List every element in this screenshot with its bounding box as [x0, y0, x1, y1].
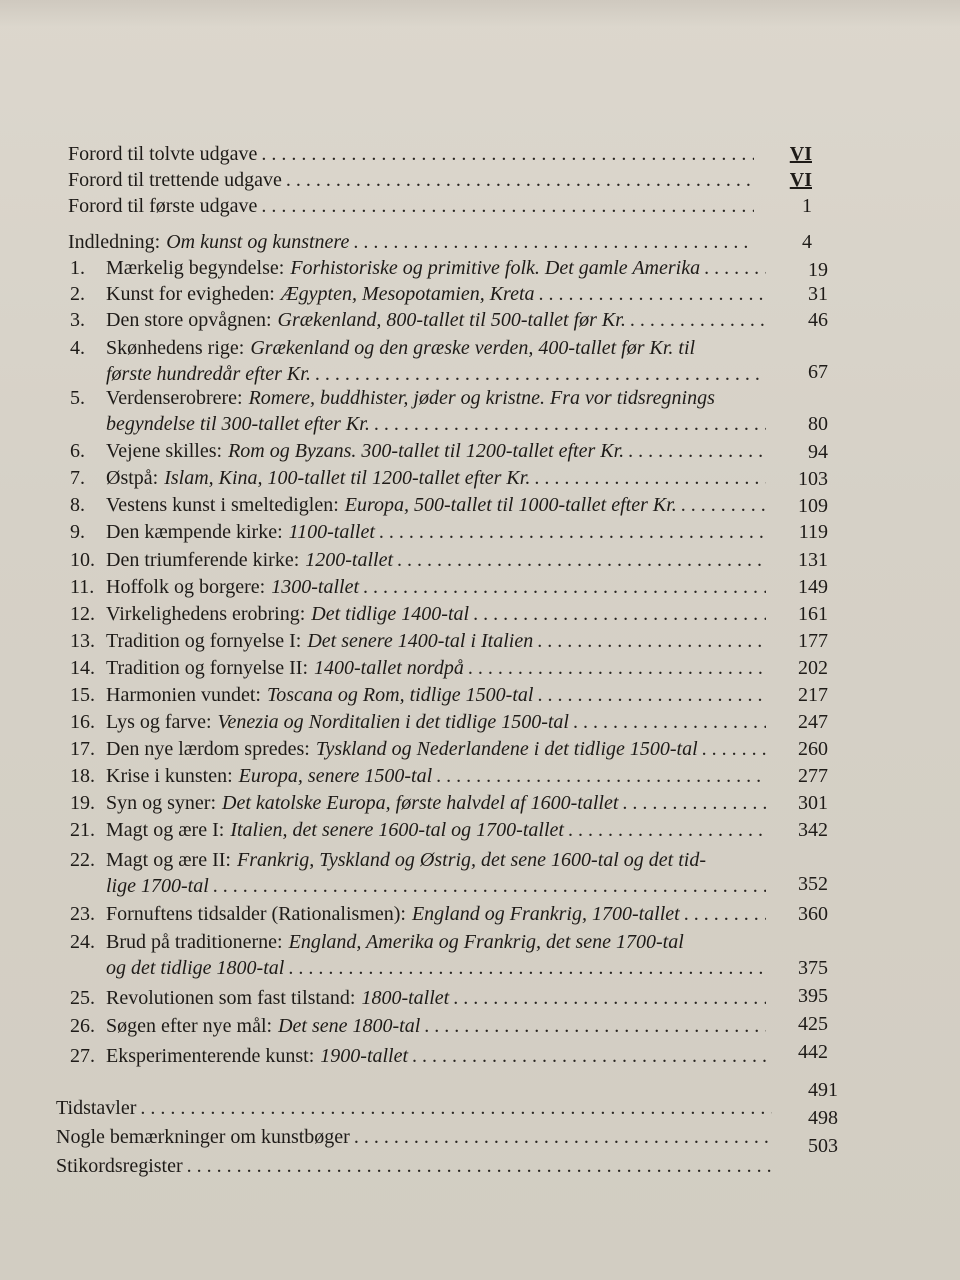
chapter-subtitle-cont: begyndelse til 300-tallet efter Kr.: [106, 413, 370, 435]
chapter-subtitle-cont: første hundredår efter Kr.: [106, 363, 311, 385]
leader-dots: [353, 230, 754, 254]
leader-dots: [286, 168, 754, 192]
toc-chapter: [70, 1014, 770, 1038]
toc-back-2: [56, 1125, 776, 1149]
toc-chapter: [70, 493, 770, 517]
toc-page: 360: [798, 903, 828, 925]
chapter-subtitle: Ægypten, Mesopotamien, Kreta: [280, 283, 535, 305]
toc-page: VI: [789, 169, 812, 191]
chapter-subtitle: 1100-tallet: [288, 521, 375, 543]
chapter-title: Harmonien vundet:: [106, 684, 261, 706]
chapter-title: Søgen efter nye mål:: [106, 1015, 273, 1037]
chapter-subtitle: Islam, Kina, 100-tallet til 1200-tallet efter Kr.: [164, 467, 531, 489]
toc-page: 4: [802, 231, 812, 253]
leader-dots: [288, 956, 766, 980]
toc-chapter-continuation: [106, 874, 770, 898]
toc-chapter-continuation: [106, 412, 770, 436]
leader-dots: [315, 362, 766, 386]
chapter-subtitle: Forhistoriske og primitive folk. Det gamle Amerika: [290, 257, 701, 279]
chapter-subtitle-cont: og det tidlige 1800-tal: [106, 957, 285, 979]
leader-dots: [622, 791, 766, 815]
chapter-subtitle: Grækenland, 800-tallet til 500-tallet før Kr.: [277, 309, 626, 331]
leader-dots: [704, 256, 766, 280]
toc-page: 119: [798, 521, 828, 543]
chapter-subtitle: 1200-tallet: [305, 549, 394, 571]
toc-page: 80: [808, 413, 828, 435]
chapter-subtitle: Toscana og Rom, tidlige 1500-tal: [266, 684, 534, 706]
chapter-title: Magt og ære II:: [106, 849, 231, 871]
chapter-number: 12.: [70, 603, 95, 625]
chapter-number: 23.: [70, 903, 95, 925]
leader-dots: [684, 902, 766, 926]
page-top-edge: [0, 0, 960, 26]
toc-chapter: [70, 466, 770, 490]
chapter-number: 5.: [70, 387, 85, 409]
toc-page: 46: [808, 309, 828, 331]
leader-dots: [374, 412, 766, 436]
toc-chapter: [70, 791, 770, 815]
toc-title: Nogle bemærkninger om kunstbøger: [56, 1126, 350, 1148]
toc-back-3: [56, 1154, 776, 1178]
leader-dots: [702, 737, 766, 761]
chapter-title: Den store opvågnen:: [106, 309, 272, 331]
toc-front-1: [68, 142, 758, 166]
chapter-subtitle: Europa, senere 1500-tal: [238, 765, 433, 787]
toc-page: 247: [798, 711, 828, 733]
chapter-title: Skønhedens rige:: [106, 337, 245, 359]
leader-dots: [628, 439, 766, 463]
chapter-number: 18.: [70, 765, 95, 787]
leader-dots: [681, 493, 766, 517]
chapter-subtitle: Italien, det senere 1600-tal og 1700-tallet: [230, 819, 564, 841]
chapter-title: Syn og syner:: [106, 792, 216, 814]
toc-page: 161: [798, 603, 828, 625]
chapter-subtitle: 1800-tallet: [361, 987, 450, 1009]
chapter-number: 4.: [70, 337, 85, 359]
chapter-title: Kunst for evigheden:: [106, 283, 275, 305]
chapter-number: 21.: [70, 819, 95, 841]
leader-dots: [187, 1154, 772, 1178]
chapter-number: 10.: [70, 549, 95, 571]
leader-dots: [424, 1014, 766, 1038]
toc-chapter: [70, 902, 770, 926]
toc-chapter: [70, 764, 770, 788]
toc-page: VI: [789, 143, 812, 165]
chapter-number: 17.: [70, 738, 95, 760]
leader-dots: [354, 1125, 772, 1149]
chapter-title: Fornuftens tidsalder (Rationalismen):: [106, 903, 406, 925]
leader-dots: [436, 764, 766, 788]
chapter-title: Eksperimenterende kunst:: [106, 1045, 315, 1067]
toc-chapter: [70, 683, 770, 707]
chapter-subtitle: Tyskland og Nederlandene i det tidlige 1500-tal: [315, 738, 698, 760]
toc-page: 31: [808, 283, 828, 305]
chapter-number: 13.: [70, 630, 95, 652]
chapter-title: Den triumferende kirke:: [106, 549, 300, 571]
toc-page: 442: [798, 1041, 828, 1063]
chapter-number: 16.: [70, 711, 95, 733]
toc-chapter: [70, 737, 770, 761]
chapter-title: Mærkelig begyndelse:: [106, 257, 285, 279]
toc-chapter: [70, 986, 770, 1010]
chapter-subtitle: England og Frankrig, 1700-tallet: [411, 903, 680, 925]
toc-back-1: [56, 1096, 776, 1120]
toc-subtitle: Om kunst og kunstnere: [166, 231, 350, 253]
toc-page: 149: [798, 576, 828, 598]
chapter-subtitle: Romere, buddhister, jøder og kristne. Fra vor tidsregnings: [248, 387, 715, 409]
chapter-subtitle: Rom og Byzans. 300-tallet til 1200-tallet efter Kr.: [228, 440, 625, 462]
toc-chapter: [70, 386, 770, 410]
chapter-title: Lys og farve:: [106, 711, 212, 733]
toc-page: 375: [798, 957, 828, 979]
chapter-subtitle: Venezia og Norditalien i det tidlige 1500-tal: [217, 711, 569, 733]
chapter-subtitle: Det tidlige 1400-tal: [311, 603, 470, 625]
chapter-number: 26.: [70, 1015, 95, 1037]
toc-chapter: [70, 575, 770, 599]
chapter-subtitle: England, Amerika og Frankrig, det sene 1700-tal: [288, 931, 684, 953]
toc-chapter: [70, 602, 770, 626]
chapter-number: 6.: [70, 440, 85, 462]
chapter-subtitle: 1400-tallet nordpå: [314, 657, 464, 679]
chapter-number: 8.: [70, 494, 85, 516]
chapter-subtitle: Europa, 500-tallet til 1000-tallet efter Kr.: [344, 494, 677, 516]
leader-dots: [397, 548, 766, 572]
toc-title: Indledning:: [68, 231, 161, 253]
leader-dots: [537, 629, 766, 653]
chapter-number: 1.: [70, 257, 85, 279]
toc-page: 19: [808, 259, 828, 281]
chapter-subtitle-cont: lige 1700-tal: [106, 875, 209, 897]
leader-dots: [573, 710, 766, 734]
chapter-subtitle: Frankrig, Tyskland og Østrig, det sene 1600-tal og det tid-: [236, 849, 707, 871]
chapter-title: Hoffolk og borgere:: [106, 576, 266, 598]
chapter-number: 15.: [70, 684, 95, 706]
toc-page: 425: [798, 1013, 828, 1035]
chapter-title: Verdenserobrere:: [106, 387, 243, 409]
chapter-subtitle: Det sene 1800-tal: [278, 1015, 421, 1037]
toc-page: 109: [798, 495, 828, 517]
chapter-subtitle: 1900-tallet: [320, 1045, 409, 1067]
toc-page: 503: [808, 1135, 838, 1157]
leader-dots: [534, 466, 766, 490]
toc-page: 498: [808, 1107, 838, 1129]
leader-dots: [379, 520, 766, 544]
leader-dots: [568, 818, 766, 842]
leader-dots: [539, 282, 766, 306]
leader-dots: [261, 194, 754, 218]
toc-page: 217: [798, 684, 828, 706]
chapter-number: 14.: [70, 657, 95, 679]
chapter-title: Tradition og fornyelse I:: [106, 630, 302, 652]
chapter-title: Tradition og fornyelse II:: [106, 657, 309, 679]
leader-dots: [537, 683, 766, 707]
toc-chapter: [70, 818, 770, 842]
chapter-title: Brud på traditionerne:: [106, 931, 283, 953]
leader-dots: [412, 1044, 766, 1068]
toc-chapter-continuation: [106, 956, 770, 980]
toc-chapter: [70, 308, 770, 332]
toc-chapter: [70, 629, 770, 653]
toc-chapter: [70, 656, 770, 680]
chapter-number: 9.: [70, 521, 85, 543]
leader-dots: [213, 874, 766, 898]
toc-title: Forord til første udgave: [68, 195, 258, 217]
toc-title: Tidstavler: [56, 1097, 137, 1119]
toc-page: 352: [798, 873, 828, 895]
toc-chapter: [70, 848, 770, 872]
chapter-title: Den kæmpende kirke:: [106, 521, 283, 543]
toc-page: 260: [798, 738, 828, 760]
chapter-subtitle: Grækenland og den græske verden, 400-tallet før Kr. til: [250, 337, 696, 359]
toc-page: 94: [808, 441, 828, 463]
toc-page: 103: [798, 468, 828, 490]
leader-dots: [630, 308, 766, 332]
chapter-title: Krise i kunsten:: [106, 765, 233, 787]
toc-chapter: [70, 930, 770, 954]
chapter-title: Vejene skilles:: [106, 440, 223, 462]
toc-page: 131: [798, 549, 828, 571]
toc-title: Stikordsregister: [56, 1155, 183, 1177]
chapter-title: Østpå:: [106, 467, 159, 489]
chapter-title: Magt og ære I:: [106, 819, 225, 841]
toc-page: 277: [798, 765, 828, 787]
toc-page: 342: [798, 819, 828, 841]
toc-chapter: [70, 1044, 770, 1068]
chapter-title: Vestens kunst i smeltediglen:: [106, 494, 339, 516]
toc-page: 202: [798, 657, 828, 679]
chapter-subtitle: 1300-tallet: [271, 576, 359, 598]
leader-dots: [468, 656, 766, 680]
chapter-number: 3.: [70, 309, 85, 331]
chapter-subtitle: Det senere 1400-tal i Italien: [307, 630, 534, 652]
toc-page: 177: [798, 630, 828, 652]
toc-chapter: [70, 439, 770, 463]
toc-chapter: [70, 282, 770, 306]
toc-chapter: [70, 710, 770, 734]
toc-chapter: [70, 520, 770, 544]
leader-dots: [261, 142, 754, 166]
toc-chapter-continuation: [106, 362, 770, 386]
toc-chapter: [70, 256, 770, 280]
toc-page: 395: [798, 985, 828, 1007]
toc-title: Forord til tolvte udgave: [68, 143, 258, 165]
leader-dots: [140, 1096, 772, 1120]
toc-intro: [68, 230, 758, 254]
chapter-title: Revolutionen som fast tilstand:: [106, 987, 356, 1009]
leader-dots: [363, 575, 766, 599]
chapter-number: 22.: [70, 849, 95, 871]
chapter-number: 27.: [70, 1045, 95, 1067]
toc-title: Forord til trettende udgave: [68, 169, 282, 191]
toc-front-2: [68, 168, 758, 192]
chapter-title: Den nye lærdom spredes:: [106, 738, 310, 760]
toc-page: 1: [802, 195, 812, 217]
toc-page: 301: [798, 792, 828, 814]
chapter-number: 11.: [70, 576, 95, 598]
toc-page: 491: [808, 1079, 838, 1101]
toc-chapter: [70, 336, 770, 360]
toc-front-3: [68, 194, 758, 218]
chapter-number: 25.: [70, 987, 95, 1009]
toc-chapter: [70, 548, 770, 572]
chapter-number: 24.: [70, 931, 95, 953]
leader-dots: [473, 602, 766, 626]
chapter-number: 19.: [70, 792, 95, 814]
chapter-subtitle: Det katolske Europa, første halvdel af 1600-tallet: [222, 792, 619, 814]
chapter-number: 7.: [70, 467, 85, 489]
chapter-title: Virkelighedens erobring:: [106, 603, 306, 625]
toc-page: 67: [808, 361, 828, 383]
leader-dots: [453, 986, 766, 1010]
chapter-number: 2.: [70, 283, 85, 305]
